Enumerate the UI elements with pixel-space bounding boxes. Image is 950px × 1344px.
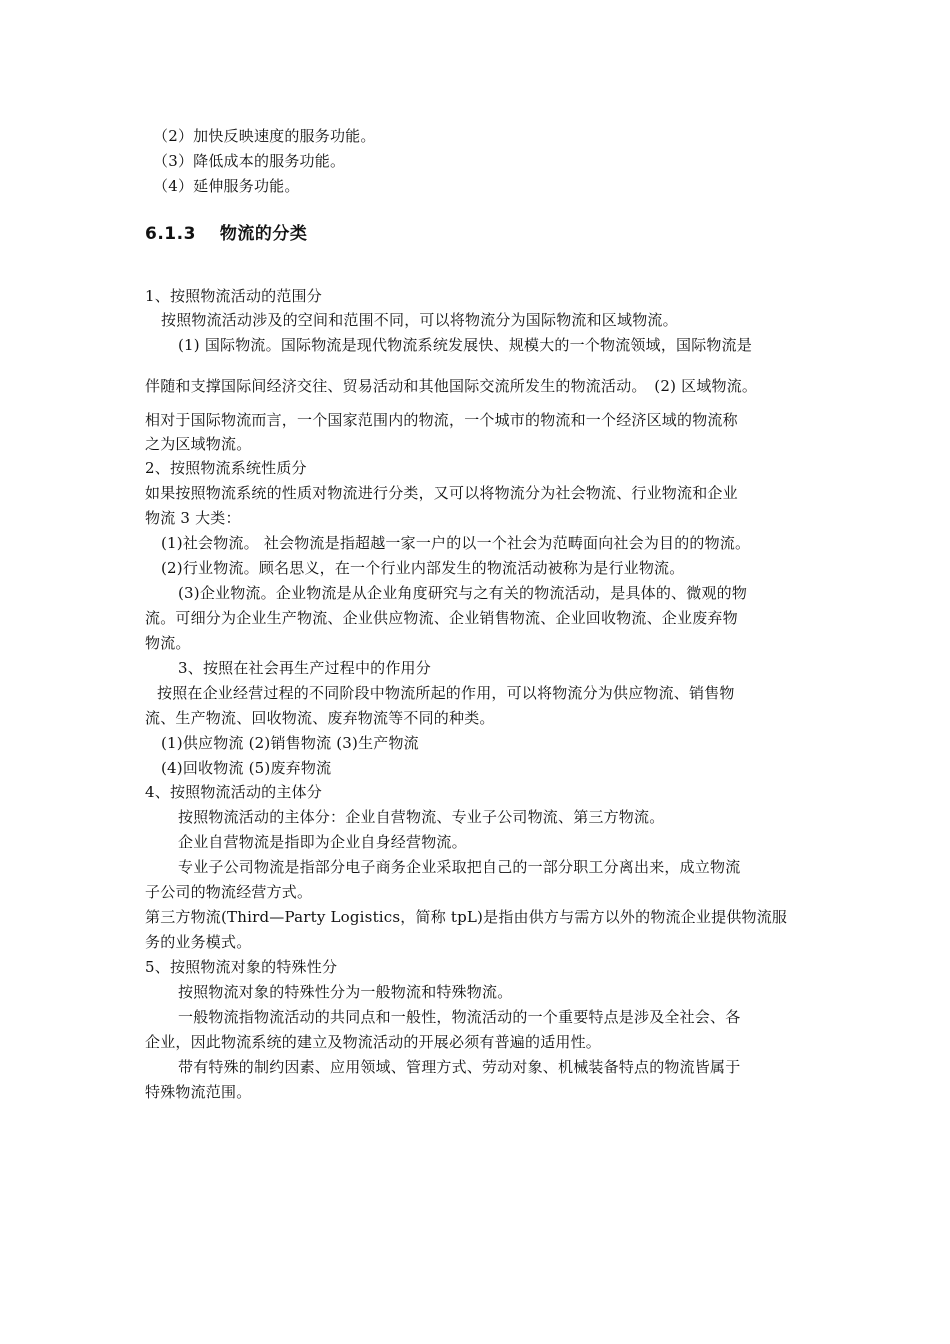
- s1-title: 1、按照物流活动的范围分: [145, 287, 322, 305]
- s1-p2b: 之为区域物流。: [145, 435, 252, 453]
- s4-p2a: 专业子公司物流是指部分电子商务企业采取把自己的一部分职工分离出来，成立物流: [178, 858, 741, 876]
- s5-title: 5、按照物流对象的特殊性分: [145, 958, 338, 976]
- s4-title: 4、按照物流活动的主体分: [145, 783, 322, 801]
- s5-p1b: 企业，因此物流系统的建立及物流活动的开展必须有普遍的适用性。: [145, 1033, 602, 1051]
- s3-items-a: (1)供应物流 (2)销售物流 (3)生产物流: [161, 734, 419, 752]
- s1-p1b: 伴随和支撑国际间经济交往、贸易活动和其他国际交流所发生的物流活动。 (2) 区域物流。: [145, 377, 758, 395]
- s2-item2: (2)行业物流。顾名思义，在一个行业内部发生的物流活动被称为是行业物流。: [161, 559, 685, 577]
- s1-p2a: 相对于国际物流而言，一个国家范围内的物流，一个城市的物流和一个经济区域的物流称: [145, 411, 738, 429]
- s3-items-b: (4)回收物流 (5)废弃物流: [161, 759, 332, 777]
- s5-p1a: 一般物流指物流活动的共同点和一般性，物流活动的一个重要特点是涉及全社会、各: [178, 1008, 741, 1026]
- s4-p1: 企业自营物流是指即为企业自身经营物流。: [178, 833, 467, 851]
- s5-p2a: 带有特殊的制约因素、应用领域、管理方式、劳动对象、机械装备特点的物流皆属于: [178, 1058, 741, 1076]
- list-item-2: （2）加快反映速度的服务功能。: [153, 127, 376, 145]
- s1-p1a: (1) 国际物流。国际物流是现代物流系统发展快、规模大的一个物流领域，国际物流是: [178, 336, 753, 354]
- s4-intro: 按照物流活动的主体分：企业自营物流、专业子公司物流、第三方物流。: [178, 808, 665, 826]
- s4-p2b: 子公司的物流经营方式。: [145, 883, 313, 901]
- s3-intro-a: 按照在企业经营过程的不同阶段中物流所起的作用，可以将物流分为供应物流、销售物: [157, 684, 735, 702]
- list-item-4: （4）延伸服务功能。: [153, 177, 300, 195]
- s3-intro-b: 流、生产物流、回收物流、废弃物流等不同的种类。: [145, 709, 495, 727]
- s2-item3c: 物流。: [145, 634, 191, 652]
- s3-title: 3、按照在社会再生产过程中的作用分: [178, 659, 431, 677]
- s4-p3a: 第三方物流(Third—Party Logistics，简称 tpL)是指由供方与需方以外的物流企业提供物流服: [145, 908, 788, 926]
- s2-intro-b: 物流 3 大类：: [145, 509, 241, 527]
- s1-intro: 按照物流活动涉及的空间和范围不同，可以将物流分为国际物流和区域物流。: [161, 311, 678, 329]
- s5-p2b: 特殊物流范围。: [145, 1083, 252, 1101]
- list-item-3: （3）降低成本的服务功能。: [153, 152, 346, 170]
- section-heading: 6.1.3 物流的分类: [145, 224, 308, 244]
- s2-intro-a: 如果按照物流系统的性质对物流进行分类，又可以将物流分为社会物流、行业物流和企业: [145, 484, 738, 502]
- s2-item3a: (3)企业物流。企业物流是从企业角度研究与之有关的物流活动，是具体的、微观的物: [178, 584, 748, 602]
- s2-item3b: 流。可细分为企业生产物流、企业供应物流、企业销售物流、企业回收物流、企业废弃物: [145, 609, 738, 627]
- s2-item1: (1)社会物流。 社会物流是指超越一家一户的以一个社会为范畴面向社会为目的的物流。: [161, 534, 751, 552]
- s4-p3b: 务的业务模式。: [145, 933, 252, 951]
- s2-title: 2、按照物流系统性质分: [145, 459, 307, 477]
- s5-intro: 按照物流对象的特殊性分为一般物流和特殊物流。: [178, 983, 513, 1001]
